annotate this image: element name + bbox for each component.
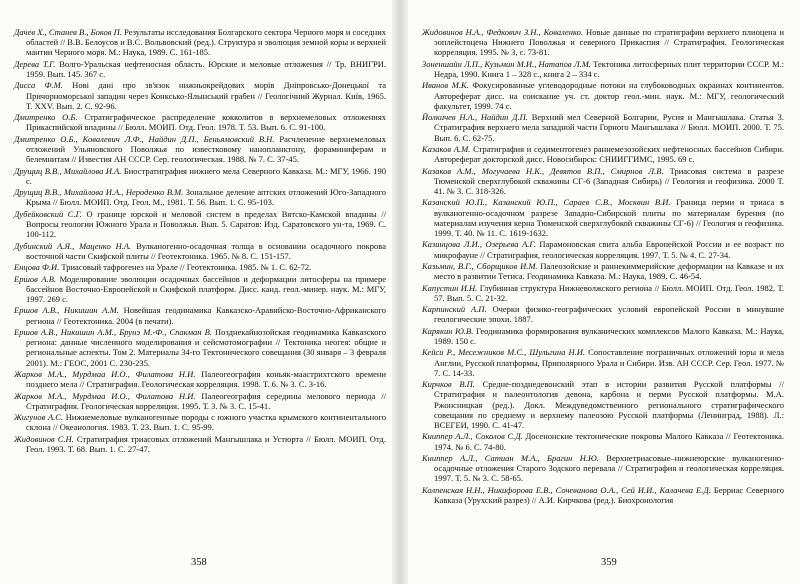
entry-citation: Парамоновская свита альба Европейской России и ее возраст по микрофауне // Стратиграфия, геологическая корреляция. 1997. Т. 5. № 4. С. 27-34.: [434, 239, 785, 260]
bibliography-entry: [422, 485, 784, 505]
bibliography-entry: [14, 327, 386, 368]
entry-authors: Енцова Ф.И.: [14, 262, 60, 273]
entry-authors: Карякин Ю.В.: [422, 325, 474, 336]
bibliography-entry: [14, 80, 386, 111]
entry-authors: Дмитренко О.Б., Ковалевич Л.Ф., Найдин Д.П., Беньямовский В.Н.: [14, 133, 275, 144]
bibliography-entry: [14, 187, 386, 207]
bibliography-entry: [422, 197, 784, 238]
bibliography-entry: [14, 305, 386, 325]
entry-citation: Стратиграфическое распределение кокколитов в верхнемеловых отложениях Прикаспийской впадины // Бюлл. МОИП. Отд. Геол. 1978. Т. 53. Вып. 6. С. 91-100.: [26, 112, 386, 133]
entry-citation: Нові дані про зв'язок нижньокрейдових морів Дніпровсько-Донецької та Причорноморської западин через Конксько-Ялынський грабен // Геологічний Журнал. Київ, 1965. Т. XXV. Вып. 2. С. 92-96.: [26, 80, 387, 111]
entry-authors: Казьмин, В.Г., Сборщиков И.М.: [422, 260, 538, 271]
entry-citation: Палеогеография коньяк-маастрихтского времени позднего мела // Стратиграфия. Геологическая корреляция. 1998. Т. 6. № 3. С. 3-16.: [26, 368, 386, 390]
bibliography-entry: [14, 241, 386, 261]
entry-authors: Жарков М.А., Мурдмаа И.О., Филатова Н.И.: [14, 390, 196, 401]
entry-citation: Триасовая система в разрезе Тюменской сверхглубокой скважины СГ-6 (Западная Сибирь) // Геология и геофизика. 2000 Т. 41. № 3. С. 318-326.: [434, 165, 785, 196]
entry-citation: Позднекайнозойская геодинамика Кавказского региона: данные численного моделирования и сейсмотомографии // Тектоника неогея: общие и региональные аспекты. Том 2. Материалы 34-го Тектонического совещания (30 января – 3 февраля 2001). М.: ГЕОС, 2001 С. 230-235.: [26, 326, 386, 368]
entry-citation: Верхнетриасовые–нижнеюрские вулканогенно-осадочные отложения Старого Зодского перевала // Стратиграфия и геологическая корреляция. 1997. Т. 5. № 3. С. 58-65.: [434, 452, 784, 484]
bibliography-entry: [14, 166, 386, 186]
entry-authors: Книппер А.Л., Сатиан М.А., Брагин Н.Ю.: [422, 452, 599, 463]
bibliography-entry: [14, 262, 386, 272]
bibliography-entry: [14, 27, 386, 58]
bibliography-entry: [422, 144, 784, 164]
entry-authors: Дачев Х., Станев В., Боков П.: [14, 27, 122, 37]
entry-citation: Очерки физико-географических условий европейской России в минувшие геологические эпохи. 1887.: [434, 304, 784, 325]
bibliography-entry: [422, 283, 784, 303]
bibliography-entry: [422, 59, 784, 79]
entry-citation: Средне-позднедевонский этап в истории развития Русской платформы // Стратиграфия и палеонтология девона, карбона и перми Русской платформы. М.А. Ржонсницкая (ред.). Докл. Междуведомственного регионального стратиграфического совещания по среднему и верхнему палеозою Русской платформы (Ленинград, 1988). Л.: ВСЕГЕИ, 1990. С. 41-47.: [434, 379, 784, 430]
entry-authors: Капустин И.Н.: [422, 282, 478, 293]
entry-authors: Казинцова Л.И., Озерьева А.Г.: [422, 239, 536, 250]
entry-authors: Кейси Р., Месежников М.С., Шульгина Н.И.: [422, 347, 586, 358]
entry-citation: Новейшая геодинамика Кавказско-Аравийско-Восточно-Африканского региона // Геотектоника. 2004 (в печати).: [26, 305, 386, 326]
right-page: [408, 0, 800, 584]
entry-citation: Триасовый тафрогенез на Урале // Геотектоника. 1985. № 1. С. 62-72.: [59, 262, 312, 273]
entry-citation: Верхний мел Северной Болгарии, Русия и Мангышлака. Статья 3. Стратиграфия верхнего мела западной части Горного Мангышлака // Бюлл. МОИП. 2000. Т. 75. Вып. 6. С. 62-75.: [434, 112, 784, 143]
entry-authors: Карпинский А.П.: [422, 304, 487, 315]
entry-citation: Берриас Северного Кавказа (Урухский разрез) // А.И. Кирчкова (ред.). Биохронология: [434, 484, 784, 505]
entry-authors: Дисса Ф.М.: [14, 80, 63, 91]
entry-citation: Палеозойские и раннекиммерийские деформации на Кавказе и их место в развитии Тетиса. Геодинамика Кавказа. М.: Наука, 1989. С. 46-54.: [434, 260, 784, 282]
entry-citation: О границе юрской и меловой систем в пределах Вятско-Камской впадины // Вопросы геологии Южного Урала и Поволжья. Вып. 5. Саратов: Изд. Саратовского ун-та, 1969. С. 100-112.: [26, 208, 387, 240]
entry-citation: Расчленение верхнемеловых отложений Ульяновского Поволжья по известковому нанопланктону, фораминиферам и белемнитам // Известия АН СССР. Сер. геологическая. 1988. № 7. С. 37-45.: [26, 133, 386, 165]
bibliography-entry: [14, 434, 386, 454]
page-number: 358: [191, 557, 207, 568]
entry-authors: Казаков А.М.: [422, 143, 471, 154]
book-gutter: [392, 0, 408, 584]
entry-citation: Стратиграфия триасовых отложений Мангышлака и Устюрта // Бюлл. МОИП. Отд. Геол. 1993. Т. 68. Вып. 1. С. 27-47.: [26, 433, 386, 454]
bibliography-entry: [422, 112, 784, 143]
bibliography-entry: [422, 304, 784, 324]
entry-authors: Ершов А.В., Никишин А.М.: [14, 305, 119, 316]
entry-authors: Йолкичев Н.А., Найдин Д.П.: [422, 112, 528, 123]
entry-authors: Книппер А.Л., Соколов С.Д.: [422, 431, 523, 442]
entry-citation: Стратиграфия и седиментогенез раннемезозойских нефтеносных бассейнов Сибири. Автореферат докторской дисс. Новосибирск: СНИИГГИМС, 1995. 69 с.: [434, 143, 785, 165]
entry-citation: Биостратиграфия нижнего мела Северного Кавказа. М.: МГУ, 1966. 190 с.: [26, 165, 386, 186]
entry-authors: Зоненшайн Л.П., Кузьмин М.И., Натапов Л.М.: [422, 58, 591, 69]
bibliography-entry: [14, 412, 386, 432]
bibliography-entry: [422, 347, 784, 378]
entry-authors: Дмитренко О.Б.: [14, 112, 78, 123]
entry-authors: Дерева Т.Г.: [14, 58, 56, 69]
entry-authors: Казанский Ю.П., Казанский Ю.П., Сараев С.В., Москвин В.И.: [422, 197, 671, 208]
entry-citation: Зональное деление аптских отложений Юго-Западного Крыма // Бюлл. МОИП. Отд. Геол. М., 1981. Т. 56. Вып. 1. С. 95-103.: [26, 187, 386, 208]
entry-citation: Дoсенонские тектонические покровы Малого Кавказа // Геотектоника. 1974. № 6. С. 74-80.: [434, 431, 784, 452]
entry-authors: Жидовинов Н.А., Федкович З.Н., Коваленко.: [422, 27, 584, 37]
entry-citation: Волго-Уральская нефтеносная область. Юрские и меловые отложения // Тр. ВНИГРИ. 1959. Вып. 145. 367 с.: [26, 58, 386, 79]
bibliography-entry: [14, 134, 386, 165]
entry-authors: Колпенская Н.Н., Никифорова Е.В., Сочеванова О.А., Сей И.И., Калачева Е.Д.: [422, 484, 711, 495]
bibliography-entry: [422, 239, 784, 259]
entry-authors: Ершов А.В.: [14, 273, 57, 284]
bibliography-entry: [14, 274, 386, 305]
left-page: [0, 0, 392, 584]
entry-citation: Палеогеография середины мелового периода // Стратиграфия. Геологическая корреляция. 1995. Т. 3. № 3. С. 15-41.: [26, 390, 386, 411]
entry-authors: Друщиц В.В., Михайлова И.А.: [14, 165, 122, 176]
bibliography-list: [422, 27, 784, 506]
entry-citation: Тектоника литосферных плит территории СССР. М.: Недра, 1990. Книга 1 – 328 с., книга 2 – 334 с.: [434, 58, 784, 79]
entry-authors: Жидовинов С.Н.: [14, 433, 74, 444]
bibliography-entry: [14, 369, 386, 389]
bibliography-entry: [422, 453, 784, 484]
entry-citation: Нижнемеловые вулканогенные породы с южного участка крымского континентального склона // Океанология. 1983. Т. 23. Вып. 1. С. 95-99.: [26, 412, 386, 433]
entry-citation: Вулканогенно-осадочная толща в основании осадочного покрова восточной части Скифской плиты // Геотектоника. 1965. № 8. С. 151-157.: [26, 240, 386, 261]
entry-citation: Новые данные по стратиграфии верхнего плиоцена и эоплейстоцена Нижнего Поволжья и северного Прикаспия // Стратиграфия. Геологическая корреляция. 1995. № 3, с. 73-81.: [434, 27, 785, 58]
bibliography-entry: [14, 391, 386, 411]
bibliography-entry: [14, 209, 386, 240]
entry-citation: Моделирование эволюции осадочных бассейнов и деформации литосферы на примере бассейнов Восточно-Европейской и Скифской платформ. Дисс. канд. геол.-минер. наук. М.: МГУ, 1997. 269 с.: [26, 273, 386, 304]
bibliography-entry: [14, 59, 386, 79]
entry-authors: Друщиц В.В., Михайлова И.А., Нероденко В.М.: [14, 187, 184, 198]
entry-citation: Результаты исследования Болгарского сектора Черного моря и соседних областей // В.В. Белоусов и В.С. Вольвовский (ред.). Структура и эволюция земной коры и верхней мантии Черного моря. М.: Наука, 1989. С. 161-185.: [26, 27, 386, 58]
page-number: 359: [601, 557, 617, 568]
bibliography-entry: [422, 166, 784, 197]
entry-citation: Глубинная структура Нижневолжского региона // Бюлл. МОИП. Отд. Геол. 1982. Т. 57. Вып. 5. С. 21-32.: [434, 282, 785, 303]
bibliography-entry: [14, 112, 386, 132]
entry-authors: Казаков А.М., Могучаева Н.К., Девятов В.П., Смирнов Л.В.: [422, 165, 664, 176]
bibliography-entry: [422, 379, 784, 430]
entry-authors: Иванов М.К.: [422, 80, 469, 91]
entry-authors: Жарков М.А., Мурдмаа И.О., Филатова Н.И.: [14, 368, 196, 379]
entry-authors: Кирчков В.П.: [422, 379, 475, 390]
bibliography-entry: [422, 27, 784, 58]
entry-authors: Жигунов А.С.: [14, 412, 64, 423]
entry-citation: Сопоставление пограничных отложений юры и мела Англии, Русской платформы, Приполярного Урала и Сибири. Изв. АН СССР. Сер. Геол. 1977. № 7. С. 14-33.: [434, 347, 784, 378]
entry-citation: Граница перми и триаса в вулканогенно-осадочном разрезе Западно-Сибирской плиты по материалам бурения (по материалам изучения керна Тюменской сверхглубокой скважины СГ-6) // Геология и геофизика. 1999. Т. 40. № 11. С. 1619-1632.: [434, 197, 784, 238]
entry-authors: Дубейковский С.Г.: [14, 208, 82, 219]
bibliography-entry: [422, 326, 784, 346]
entry-citation: Геодинамика формирования вулканических комплексов Малого Кавказа. М.: Наука, 1989. 150 с.: [434, 325, 784, 346]
entry-authors: Ершов А.В., Никишин А.М., Брунэ М.-Ф., Спакман В.: [14, 326, 212, 337]
entry-authors: Дубинский А.Я., Маценко Н.А.: [14, 240, 132, 251]
entry-citation: Фокусированные углеводородные потоки на глубоководных окраинах континентов. Автореферат дисс. на соискание уч. ст. доктор геол.-мин. наук. М.: МГУ, геологический факультет, 1999. 74 с.: [434, 80, 784, 111]
bibliography-list: [14, 27, 386, 455]
bibliography-entry: [422, 261, 784, 281]
bibliography-entry: [422, 80, 784, 111]
bibliography-entry: [422, 431, 784, 451]
